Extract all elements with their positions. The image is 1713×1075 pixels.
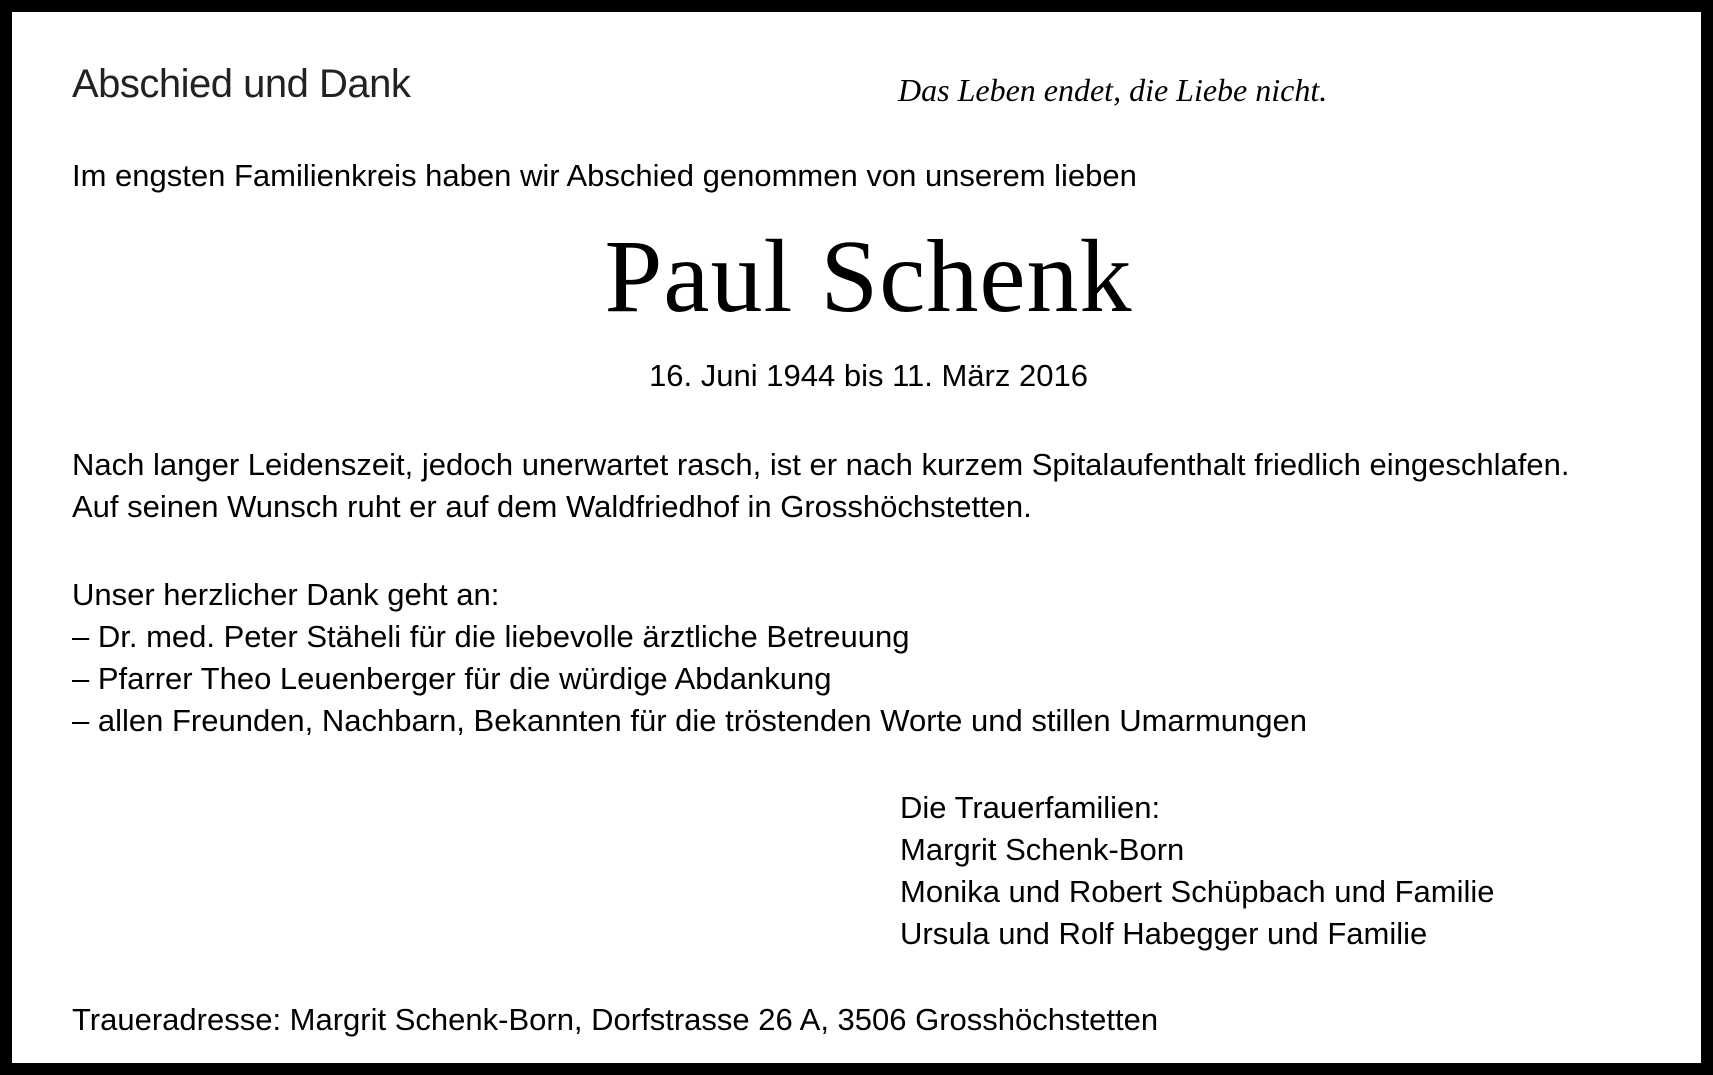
mourning-address: Traueradresse: Margrit Schenk-Born, Dorfstrasse 26 A, 3506 Grosshöchstetten <box>72 1002 1159 1037</box>
thanks-section <box>72 574 1307 742</box>
body-line: Nach langer Leidenszeit, jedoch unerwartet rasch, ist er nach kurzem Spitalaufenthalt friedlich eingeschlafen. <box>72 447 1570 482</box>
thanks-item: – Pfarrer Theo Leuenberger für die würdige Abdankung <box>72 661 832 696</box>
intro-text: Im engsten Familienkreis haben wir Abschied genommen von unserem lieben <box>72 158 1137 193</box>
body-line: Auf seinen Wunsch ruht er auf dem Waldfriedhof in Grosshöchstetten. <box>72 489 1032 524</box>
thanks-item: – Dr. med. Peter Stäheli für die liebevolle ärztliche Betreuung <box>72 619 910 654</box>
body-paragraph <box>72 444 1569 528</box>
deceased-name: Paul Schenk <box>604 219 1133 334</box>
family-member: Monika und Robert Schüpbach und Familie <box>900 874 1495 909</box>
family-member: Margrit Schenk-Born <box>900 832 1185 867</box>
header-motto: Das Leben endet, die Liebe nicht. <box>898 72 1328 108</box>
thanks-heading: Unser herzlicher Dank geht an: <box>72 577 500 612</box>
family-heading: Die Trauerfamilien: <box>900 790 1161 825</box>
thanks-item: – allen Freunden, Nachbarn, Bekannten für die tröstenden Worte und stillen Umarmungen <box>72 703 1307 738</box>
mourning-families <box>900 787 1495 955</box>
header-title: Abschied und Dank <box>72 62 411 106</box>
family-member: Ursula und Rolf Habegger und Familie <box>900 916 1428 951</box>
life-dates: 16. Juni 1944 bis 11. März 2016 <box>649 358 1088 393</box>
